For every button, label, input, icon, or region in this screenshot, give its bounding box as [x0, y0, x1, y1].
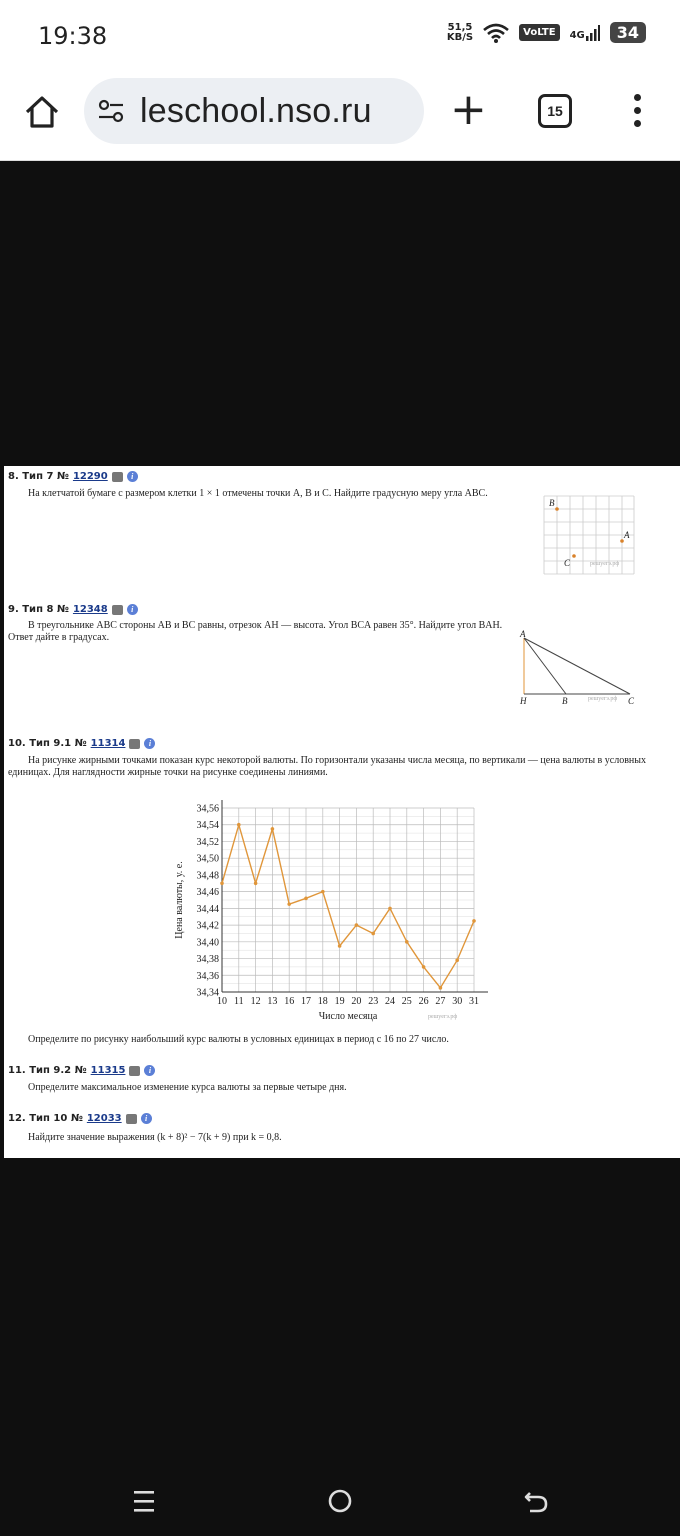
- status-bar: [0, 0, 680, 74]
- x-tick-label: 26: [418, 996, 429, 1007]
- task-11-header: 11. Тип 9.2 № 11315 i: [8, 1065, 155, 1076]
- task-10-link[interactable]: 11314: [90, 738, 126, 749]
- x-tick-label: 25: [401, 996, 412, 1007]
- point-label: A: [624, 530, 630, 540]
- x-tick-label: 27: [435, 996, 446, 1007]
- point-label: C: [628, 696, 635, 706]
- y-tick-label: 34,36: [196, 970, 219, 982]
- data-point: [455, 958, 459, 962]
- y-tick-label: 34,44: [196, 903, 219, 915]
- point-label: H: [520, 696, 527, 706]
- data-point: [472, 919, 476, 923]
- grid-figure: [542, 494, 636, 576]
- x-tick-label: 31: [469, 996, 479, 1007]
- y-tick-label: 34,40: [196, 937, 219, 949]
- y-tick-label: 34,42: [196, 920, 219, 932]
- briefcase-icon[interactable]: [126, 1114, 137, 1124]
- data-point: [338, 944, 342, 948]
- task-10-question: Определите по рисунку наибольший курс валюты в условных единицах в период с 16 по 27 число.: [28, 1034, 449, 1045]
- watermark: решуегэ.рф: [428, 1014, 458, 1020]
- home-circle-icon[interactable]: [327, 1488, 353, 1514]
- data-point: [371, 932, 375, 936]
- battery-icon: 34: [610, 22, 646, 43]
- currency-line-chart: [164, 796, 494, 1028]
- status-icons: [447, 22, 646, 43]
- tabs-icon[interactable]: 15: [538, 94, 572, 128]
- task-11-text: Определите максимальное изменение курса валюты за первые четыре дня.: [28, 1082, 347, 1093]
- recents-icon[interactable]: [132, 1488, 156, 1514]
- x-tick-label: 10: [217, 996, 227, 1007]
- x-tick-label: 11: [233, 996, 244, 1007]
- data-point: [405, 940, 409, 944]
- data-point: [355, 923, 359, 927]
- x-tick-label: 18: [317, 996, 328, 1007]
- point-label: C: [564, 558, 571, 568]
- watermark: решуегэ.рф: [588, 696, 618, 702]
- briefcase-icon[interactable]: [112, 472, 123, 482]
- task-11-link[interactable]: 11315: [90, 1065, 126, 1076]
- y-tick-label: 34,50: [196, 853, 219, 865]
- more-vert-icon[interactable]: [634, 94, 642, 133]
- url-text[interactable]: leschool.nso.ru: [140, 91, 372, 130]
- x-axis-label: Число месяца: [318, 1011, 378, 1022]
- task-8-text: На клетчатой бумаге с размером клетки 1 × 1 отмечены точки A, B и C. Найдите градусную меру угла ABC.: [28, 488, 488, 499]
- task-12-link[interactable]: 12033: [86, 1113, 122, 1124]
- point-label: A: [520, 629, 526, 639]
- x-tick-label: 24: [385, 996, 395, 1007]
- network-speed: 51,5 KB/S: [446, 21, 474, 43]
- briefcase-icon[interactable]: [129, 739, 140, 749]
- info-icon[interactable]: i: [141, 1113, 152, 1124]
- data-point: [254, 881, 258, 885]
- x-tick-label: 20: [351, 996, 362, 1007]
- info-icon[interactable]: i: [144, 738, 155, 749]
- x-tick-label: 30: [452, 996, 463, 1007]
- data-point: [439, 986, 443, 990]
- briefcase-icon[interactable]: [112, 605, 123, 615]
- series-line: [222, 825, 474, 988]
- data-point: [271, 827, 275, 831]
- data-point: [220, 881, 224, 885]
- y-tick-label: 34,34: [196, 987, 219, 999]
- task-8-header: 8. Тип 7 № 12290 i: [8, 471, 138, 482]
- y-tick-label: 34,48: [196, 870, 219, 882]
- task-9-text: В треугольнике ABC стороны AB и BC равны, отрезок AH — высота. Угол BCA равен 35°. Найдите угол BAH. Ответ дайте в градусах.: [8, 620, 503, 643]
- info-icon[interactable]: i: [144, 1065, 155, 1076]
- task-8-link[interactable]: 12290: [72, 471, 108, 482]
- site-settings-icon[interactable]: [96, 96, 126, 126]
- point-label: B: [549, 498, 555, 508]
- data-point: [388, 907, 392, 911]
- y-tick-label: 34,46: [196, 887, 219, 899]
- y-tick-label: 34,52: [196, 836, 219, 848]
- task-12-header: 12. Тип 10 № 12033 i: [8, 1113, 152, 1124]
- point-label: B: [562, 696, 568, 706]
- wifi-icon: [483, 23, 509, 43]
- system-nav-bar: [0, 1466, 680, 1536]
- x-tick-label: 12: [250, 996, 261, 1007]
- volte-badge: VoLTE: [519, 24, 559, 41]
- task-10-text: На рисунке жирными точками показан курс некоторой валюты. По горизонтали указаны числа месяца, по вертикали — цена валюты в условных единицах. Для наглядности жирные точки на рисунке соединены линиями.: [8, 755, 646, 778]
- task-9-header: 9. Тип 8 № 12348 i: [8, 604, 138, 615]
- new-tab-plus-icon[interactable]: +: [450, 84, 487, 135]
- y-tick-label: 34,54: [196, 820, 219, 832]
- x-tick-label: 17: [301, 996, 311, 1007]
- x-tick-label: 16: [284, 996, 295, 1007]
- x-tick-label: 23: [368, 996, 379, 1007]
- data-point: [304, 897, 308, 901]
- triangle-figure: [516, 632, 636, 702]
- info-icon[interactable]: i: [127, 471, 138, 482]
- back-icon[interactable]: [522, 1488, 550, 1514]
- data-point: [321, 890, 325, 894]
- home-icon[interactable]: [22, 92, 62, 132]
- data-point: [422, 965, 426, 969]
- y-axis-label: Цена валюты, у. е.: [174, 861, 185, 939]
- data-point: [237, 823, 241, 827]
- task-12-text: Найдите значение выражения (k + 8)² − 7(k + 9) при k = 0,8.: [28, 1132, 282, 1143]
- task-9-link[interactable]: 12348: [72, 604, 108, 615]
- watermark: решуегэ.рф: [590, 561, 620, 567]
- address-bar[interactable]: [84, 78, 424, 144]
- status-time: 19:38: [38, 22, 108, 50]
- briefcase-icon[interactable]: [129, 1066, 140, 1076]
- x-tick-label: 19: [334, 996, 345, 1007]
- y-tick-label: 34,56: [196, 803, 219, 815]
- y-tick-label: 34,38: [196, 954, 219, 966]
- browser-toolbar: [0, 74, 680, 161]
- task-10-header: 10. Тип 9.1 № 11314 i: [8, 738, 155, 749]
- data-point: [287, 902, 291, 906]
- x-tick-label: 13: [267, 996, 278, 1007]
- task-page: [4, 466, 680, 1158]
- signal-icon: 4G: [570, 25, 600, 41]
- info-icon[interactable]: i: [127, 604, 138, 615]
